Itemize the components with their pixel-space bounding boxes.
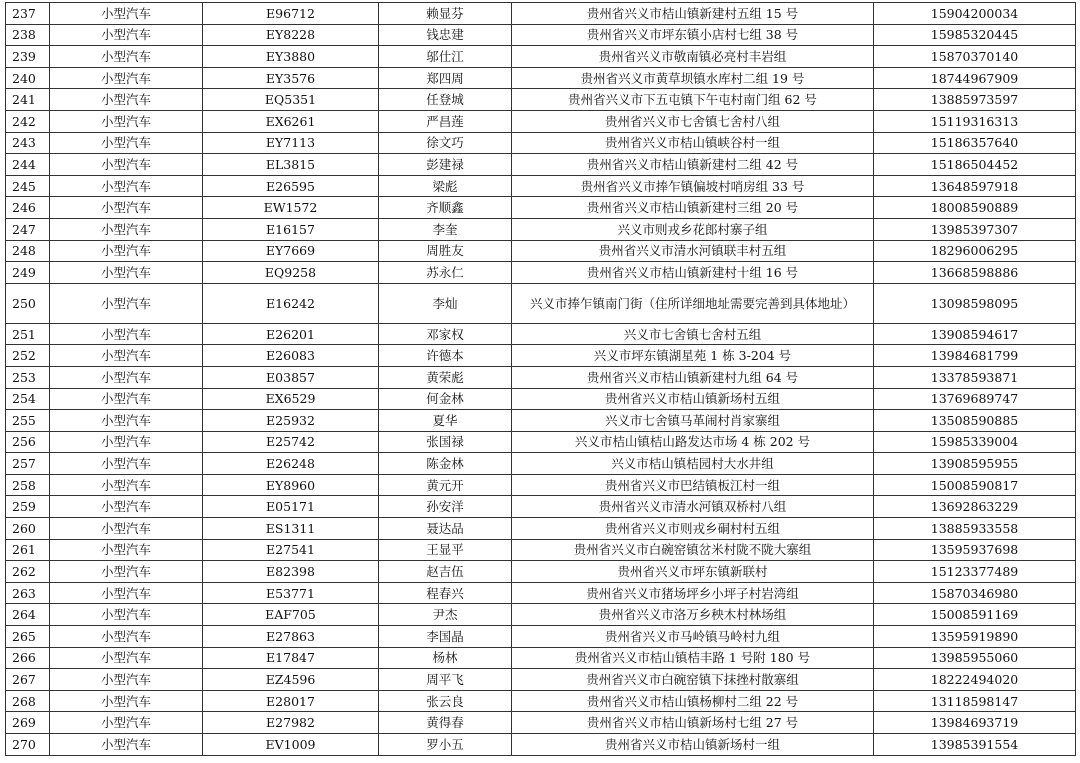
row-number-cell: 240 (6, 67, 50, 89)
table-row (6, 366, 1076, 388)
phone-cell: 15123377489 (874, 561, 1076, 583)
table-row (6, 582, 1076, 604)
owner-name-cell: 齐顺鑫 (379, 197, 512, 219)
row-number-cell: 269 (6, 712, 50, 734)
address-cell: 贵州省兴义市洛万乡秧木村林场组 (512, 604, 874, 626)
table-row (6, 474, 1076, 496)
address-cell: 贵州省兴义市桔山镇新场村七组 27 号 (512, 712, 874, 734)
vehicle-type-cell: 小型汽车 (50, 604, 203, 626)
address-cell: 贵州省兴义市白碗窑镇岔米村陇不陇大寨组 (512, 539, 874, 561)
plate-number-cell: ES1311 (203, 518, 379, 540)
vehicle-type-cell: 小型汽车 (50, 132, 203, 154)
plate-number-cell: EW1572 (203, 197, 379, 219)
address-cell: 贵州省兴义市桔山镇新建村三组 20 号 (512, 197, 874, 219)
plate-number-cell: EZ4596 (203, 669, 379, 691)
owner-name-cell: 杨林 (379, 647, 512, 669)
phone-cell: 15904200034 (874, 3, 1076, 25)
phone-cell: 13985397307 (874, 218, 1076, 240)
vehicle-type-cell: 小型汽车 (50, 626, 203, 648)
owner-name-cell: 罗小五 (379, 734, 512, 756)
vehicle-type-cell: 小型汽车 (50, 3, 203, 25)
vehicle-type-cell: 小型汽车 (50, 154, 203, 176)
plate-number-cell: E16157 (203, 218, 379, 240)
owner-name-cell: 张国禄 (379, 431, 512, 453)
vehicle-type-cell: 小型汽车 (50, 388, 203, 410)
address-cell: 贵州省兴义市猪场坪乡小坪子村岩湾组 (512, 582, 874, 604)
row-number-cell: 243 (6, 132, 50, 154)
row-number-cell: 258 (6, 474, 50, 496)
vehicle-type-cell: 小型汽车 (50, 67, 203, 89)
address-cell: 兴义市则戎乡花郎村寨子组 (512, 218, 874, 240)
phone-cell: 13985391554 (874, 734, 1076, 756)
address-cell: 贵州省兴义市桔山镇新建村十组 16 号 (512, 262, 874, 284)
phone-cell: 13098598095 (874, 283, 1076, 323)
table-row (6, 518, 1076, 540)
phone-cell: 13908594617 (874, 323, 1076, 345)
vehicle-type-cell: 小型汽车 (50, 283, 203, 323)
phone-cell: 13984681799 (874, 345, 1076, 367)
address-cell: 兴义市坪东镇湖星苑 1 栋 3-204 号 (512, 345, 874, 367)
address-cell: 贵州省兴义市七舍镇七舍村八组 (512, 110, 874, 132)
owner-name-cell: 任登城 (379, 89, 512, 111)
address-cell: 兴义市捧乍镇南门街（住所详细地址需要完善到具体地址） (512, 283, 874, 323)
owner-name-cell: 程春兴 (379, 582, 512, 604)
row-number-cell: 249 (6, 262, 50, 284)
owner-name-cell: 赖显芬 (379, 3, 512, 25)
table-row (6, 431, 1076, 453)
owner-name-cell: 张云良 (379, 690, 512, 712)
plate-number-cell: E05171 (203, 496, 379, 518)
address-cell: 贵州省兴义市桔山镇新建村五组 15 号 (512, 3, 874, 25)
owner-name-cell: 黄荣彪 (379, 366, 512, 388)
vehicle-type-cell: 小型汽车 (50, 110, 203, 132)
owner-name-cell: 赵吉伍 (379, 561, 512, 583)
table-row (6, 3, 1076, 25)
phone-cell: 13885973597 (874, 89, 1076, 111)
table-row (6, 24, 1076, 46)
plate-number-cell: EQ5351 (203, 89, 379, 111)
plate-number-cell: E16242 (203, 283, 379, 323)
phone-cell: 13984693719 (874, 712, 1076, 734)
owner-name-cell: 许德本 (379, 345, 512, 367)
vehicle-type-cell: 小型汽车 (50, 453, 203, 475)
table-row (6, 345, 1076, 367)
vehicle-registry-table (5, 2, 1076, 756)
table-body (6, 3, 1076, 756)
address-cell: 贵州省兴义市坪东镇新联村 (512, 561, 874, 583)
row-number-cell: 267 (6, 669, 50, 691)
vehicle-type-cell: 小型汽车 (50, 647, 203, 669)
vehicle-type-cell: 小型汽车 (50, 410, 203, 432)
row-number-cell: 239 (6, 46, 50, 68)
row-number-cell: 246 (6, 197, 50, 219)
phone-cell: 15119316313 (874, 110, 1076, 132)
owner-name-cell: 郑四周 (379, 67, 512, 89)
row-number-cell: 250 (6, 283, 50, 323)
vehicle-type-cell: 小型汽车 (50, 46, 203, 68)
owner-name-cell: 王显平 (379, 539, 512, 561)
owner-name-cell: 李奎 (379, 218, 512, 240)
owner-name-cell: 彭建禄 (379, 154, 512, 176)
table-row (6, 539, 1076, 561)
table-row (6, 46, 1076, 68)
plate-number-cell: EY8960 (203, 474, 379, 496)
vehicle-type-cell: 小型汽车 (50, 474, 203, 496)
vehicle-type-cell: 小型汽车 (50, 24, 203, 46)
vehicle-type-cell: 小型汽车 (50, 89, 203, 111)
address-cell: 贵州省兴义市桔山镇杨柳村二组 22 号 (512, 690, 874, 712)
plate-number-cell: EY3576 (203, 67, 379, 89)
vehicle-type-cell: 小型汽车 (50, 561, 203, 583)
row-number-cell: 247 (6, 218, 50, 240)
owner-name-cell: 邬仕江 (379, 46, 512, 68)
owner-name-cell: 李灿 (379, 283, 512, 323)
phone-cell: 13378593871 (874, 366, 1076, 388)
phone-cell: 13595919890 (874, 626, 1076, 648)
phone-cell: 13692863229 (874, 496, 1076, 518)
owner-name-cell: 何金林 (379, 388, 512, 410)
address-cell: 兴义市七舍镇马革闹村肖家寨组 (512, 410, 874, 432)
address-cell: 贵州省兴义市白碗窑镇下抹挫村散寨组 (512, 669, 874, 691)
address-cell: 贵州省兴义市下五屯镇下午屯村南门组 62 号 (512, 89, 874, 111)
phone-cell: 13595937698 (874, 539, 1076, 561)
table-row (6, 197, 1076, 219)
owner-name-cell: 黄得春 (379, 712, 512, 734)
table-row (6, 669, 1076, 691)
address-cell: 兴义市桔山镇桔园村大水井组 (512, 453, 874, 475)
row-number-cell: 260 (6, 518, 50, 540)
plate-number-cell: EQ9258 (203, 262, 379, 284)
table-row (6, 132, 1076, 154)
plate-number-cell: E53771 (203, 582, 379, 604)
phone-cell: 13118598147 (874, 690, 1076, 712)
plate-number-cell: E28017 (203, 690, 379, 712)
plate-number-cell: E17847 (203, 647, 379, 669)
row-number-cell: 262 (6, 561, 50, 583)
row-number-cell: 244 (6, 154, 50, 176)
phone-cell: 15870346980 (874, 582, 1076, 604)
plate-number-cell: EL3815 (203, 154, 379, 176)
table-row (6, 388, 1076, 410)
table-row (6, 647, 1076, 669)
phone-cell: 18744967909 (874, 67, 1076, 89)
table-row (6, 262, 1076, 284)
table-row (6, 453, 1076, 475)
table-row (6, 240, 1076, 262)
row-number-cell: 261 (6, 539, 50, 561)
phone-cell: 13885933558 (874, 518, 1076, 540)
owner-name-cell: 尹杰 (379, 604, 512, 626)
table-row (6, 604, 1076, 626)
plate-number-cell: EX6261 (203, 110, 379, 132)
row-number-cell: 266 (6, 647, 50, 669)
phone-cell: 15008591169 (874, 604, 1076, 626)
address-cell: 贵州省兴义市桔山镇新场村五组 (512, 388, 874, 410)
plate-number-cell: E96712 (203, 3, 379, 25)
table-row (6, 561, 1076, 583)
address-cell: 贵州省兴义市敬南镇必亮村丰岩组 (512, 46, 874, 68)
phone-cell: 15008590817 (874, 474, 1076, 496)
row-number-cell: 254 (6, 388, 50, 410)
plate-number-cell: E27863 (203, 626, 379, 648)
row-number-cell: 264 (6, 604, 50, 626)
owner-name-cell: 夏华 (379, 410, 512, 432)
table-row (6, 690, 1076, 712)
owner-name-cell: 严昌莲 (379, 110, 512, 132)
owner-name-cell: 周胜友 (379, 240, 512, 262)
row-number-cell: 263 (6, 582, 50, 604)
owner-name-cell: 聂达品 (379, 518, 512, 540)
row-number-cell: 241 (6, 89, 50, 111)
plate-number-cell: E26595 (203, 175, 379, 197)
vehicle-type-cell: 小型汽车 (50, 175, 203, 197)
row-number-cell: 252 (6, 345, 50, 367)
owner-name-cell: 苏永仁 (379, 262, 512, 284)
phone-cell: 13908595955 (874, 453, 1076, 475)
phone-cell: 13508590885 (874, 410, 1076, 432)
row-number-cell: 255 (6, 410, 50, 432)
row-number-cell: 257 (6, 453, 50, 475)
vehicle-type-cell: 小型汽车 (50, 539, 203, 561)
plate-number-cell: E26248 (203, 453, 379, 475)
vehicle-type-cell: 小型汽车 (50, 518, 203, 540)
row-number-cell: 256 (6, 431, 50, 453)
owner-name-cell: 黄元开 (379, 474, 512, 496)
address-cell: 贵州省兴义市桔山镇新建村九组 64 号 (512, 366, 874, 388)
address-cell: 贵州省兴义市马岭镇马岭村九组 (512, 626, 874, 648)
phone-cell: 15985320445 (874, 24, 1076, 46)
table-row (6, 496, 1076, 518)
table-row (6, 154, 1076, 176)
table-row (6, 218, 1076, 240)
vehicle-type-cell: 小型汽车 (50, 366, 203, 388)
vehicle-type-cell: 小型汽车 (50, 582, 203, 604)
plate-number-cell: EV1009 (203, 734, 379, 756)
plate-number-cell: E26201 (203, 323, 379, 345)
phone-cell: 13648597918 (874, 175, 1076, 197)
phone-cell: 13985955060 (874, 647, 1076, 669)
address-cell: 贵州省兴义市清水河镇双桥村八组 (512, 496, 874, 518)
table-row (6, 410, 1076, 432)
vehicle-type-cell: 小型汽车 (50, 197, 203, 219)
owner-name-cell: 周平飞 (379, 669, 512, 691)
plate-number-cell: EY7669 (203, 240, 379, 262)
row-number-cell: 237 (6, 3, 50, 25)
table-row (6, 89, 1076, 111)
address-cell: 贵州省兴义市捧乍镇偏坡村哨房组 33 号 (512, 175, 874, 197)
table-row (6, 626, 1076, 648)
vehicle-type-cell: 小型汽车 (50, 712, 203, 734)
vehicle-type-cell: 小型汽车 (50, 431, 203, 453)
row-number-cell: 242 (6, 110, 50, 132)
row-number-cell: 248 (6, 240, 50, 262)
owner-name-cell: 陈金林 (379, 453, 512, 475)
row-number-cell: 259 (6, 496, 50, 518)
row-number-cell: 270 (6, 734, 50, 756)
vehicle-type-cell: 小型汽车 (50, 218, 203, 240)
table-row (6, 67, 1076, 89)
owner-name-cell: 钱忠建 (379, 24, 512, 46)
phone-cell: 18296006295 (874, 240, 1076, 262)
address-cell: 贵州省兴义市清水河镇联丰村五组 (512, 240, 874, 262)
phone-cell: 13769689747 (874, 388, 1076, 410)
table-row (6, 734, 1076, 756)
address-cell: 贵州省兴义市黄草坝镇水库村二组 19 号 (512, 67, 874, 89)
phone-cell: 15186504452 (874, 154, 1076, 176)
address-cell: 贵州省兴义市桔山镇峡谷村一组 (512, 132, 874, 154)
row-number-cell: 251 (6, 323, 50, 345)
plate-number-cell: E82398 (203, 561, 379, 583)
row-number-cell: 268 (6, 690, 50, 712)
row-number-cell: 265 (6, 626, 50, 648)
row-number-cell: 238 (6, 24, 50, 46)
vehicle-type-cell: 小型汽车 (50, 345, 203, 367)
phone-cell: 18008590889 (874, 197, 1076, 219)
phone-cell: 13668598886 (874, 262, 1076, 284)
table-row (6, 110, 1076, 132)
table-row (6, 175, 1076, 197)
address-cell: 贵州省兴义市巴结镇板江村一组 (512, 474, 874, 496)
plate-number-cell: E27541 (203, 539, 379, 561)
plate-number-cell: EY7113 (203, 132, 379, 154)
plate-number-cell: E03857 (203, 366, 379, 388)
address-cell: 贵州省兴义市桔山镇新场村一组 (512, 734, 874, 756)
table-row (6, 283, 1076, 323)
plate-number-cell: EX6529 (203, 388, 379, 410)
phone-cell: 15870370140 (874, 46, 1076, 68)
phone-cell: 15985339004 (874, 431, 1076, 453)
table-row (6, 712, 1076, 734)
address-cell: 兴义市七舍镇七舍村五组 (512, 323, 874, 345)
plate-number-cell: E25742 (203, 431, 379, 453)
address-cell: 贵州省兴义市桔山镇新建村二组 42 号 (512, 154, 874, 176)
vehicle-type-cell: 小型汽车 (50, 496, 203, 518)
plate-number-cell: E26083 (203, 345, 379, 367)
plate-number-cell: E25932 (203, 410, 379, 432)
vehicle-type-cell: 小型汽车 (50, 690, 203, 712)
row-number-cell: 245 (6, 175, 50, 197)
vehicle-type-cell: 小型汽车 (50, 669, 203, 691)
owner-name-cell: 李国晶 (379, 626, 512, 648)
owner-name-cell: 孙安洋 (379, 496, 512, 518)
row-number-cell: 253 (6, 366, 50, 388)
address-cell: 兴义市桔山镇桔山路发达市场 4 栋 202 号 (512, 431, 874, 453)
address-cell: 贵州省兴义市坪东镇小店村七组 38 号 (512, 24, 874, 46)
owner-name-cell: 徐文巧 (379, 132, 512, 154)
vehicle-type-cell: 小型汽车 (50, 262, 203, 284)
vehicle-type-cell: 小型汽车 (50, 734, 203, 756)
plate-number-cell: EY8228 (203, 24, 379, 46)
owner-name-cell: 邓家权 (379, 323, 512, 345)
address-cell: 贵州省兴义市则戎乡硐村村五组 (512, 518, 874, 540)
plate-number-cell: E27982 (203, 712, 379, 734)
plate-number-cell: EY3880 (203, 46, 379, 68)
owner-name-cell: 梁彪 (379, 175, 512, 197)
table-row (6, 323, 1076, 345)
phone-cell: 15186357640 (874, 132, 1076, 154)
phone-cell: 18222494020 (874, 669, 1076, 691)
vehicle-type-cell: 小型汽车 (50, 240, 203, 262)
address-cell: 贵州省兴义市桔山镇桔丰路 1 号附 180 号 (512, 647, 874, 669)
plate-number-cell: EAF705 (203, 604, 379, 626)
vehicle-type-cell: 小型汽车 (50, 323, 203, 345)
